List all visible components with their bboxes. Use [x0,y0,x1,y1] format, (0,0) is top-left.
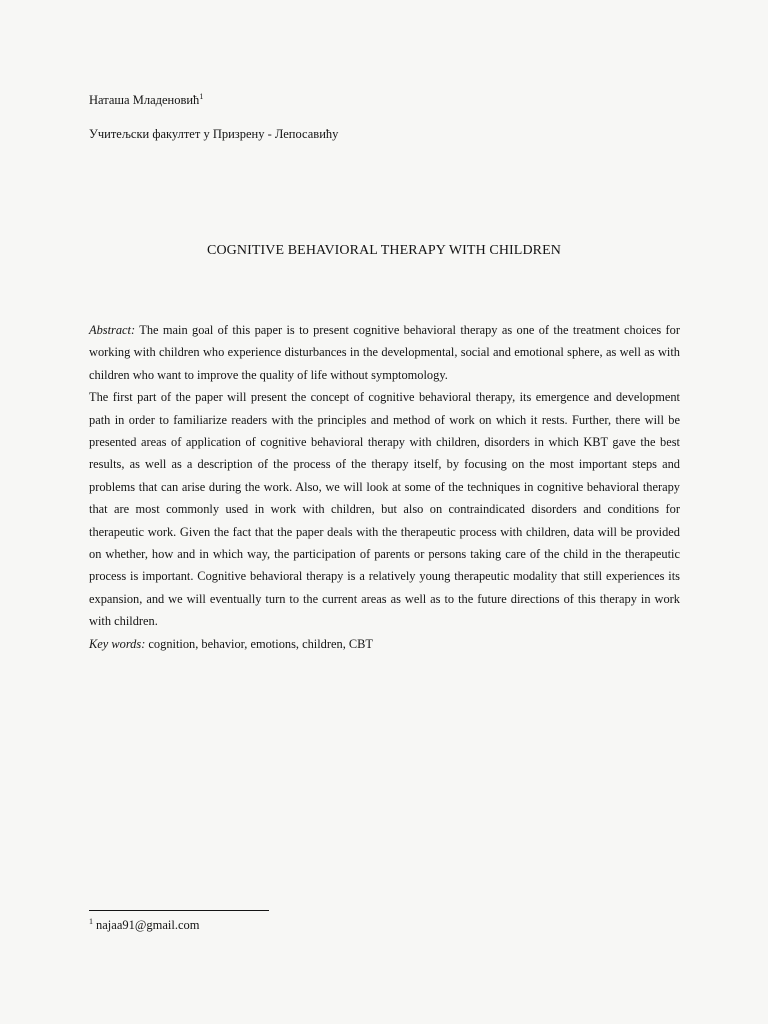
abstract-label: Abstract: [89,323,136,337]
abstract-text-1: The main goal of this paper is to present cognitive behavioral therapy as one of the treatment choices for working with children who experience disturbances in the developmental, social and emotional sphere, as well as with children who want to improve the quality of life without symptomology. [89,323,680,382]
abstract-paragraph-1 [89,319,680,386]
author-name-text: Наташа Младеновић [89,93,200,107]
footnote-mark: 1 [89,917,93,926]
footnote-email: najaa91@gmail.com [96,918,200,932]
author-name [89,92,203,108]
keywords-line [89,633,680,655]
footnote [89,917,200,933]
footnote-divider [89,910,269,911]
keywords-text: cognition, behavior, emotions, children, CBT [145,636,373,651]
abstract-paragraph-2: The first part of the paper will present the concept of cognitive behavioral therapy, its emergence and development path in order to familiarize readers with the principles and method of work on which it rests. Further, there will be presented areas of application of cognitive behavioral therapy with children, disorders in which KBT gave the best results, as well as a description of the process of the therapy itself, by focusing on the most important steps and problems that can arise during the work. Also, we will look at some of the techniques in cognitive behavioral therapy that are most commonly used in work with children, but also on contraindicated disorders and conditions for therapeutic work. Given the fact that the paper deals with the therapeutic process with children, data will be provided on whether, how and in which way, the participation of parents or persons taking care of the child in the therapeutic process is important. Cognitive behavioral therapy is a relatively young therapeutic modality that still experiences its expansion, and we will eventually turn to the current areas as well as to the future directions of this therapy in work with children. [89,390,680,629]
paper-title: COGNITIVE BEHAVIORAL THERAPY WITH CHILDREN [207,243,561,258]
abstract-section [89,319,680,655]
author-affiliation: Учитељски факултет у Призрену - Лепосавићу [89,127,339,141]
keywords-label: Key words: [89,636,146,651]
author-footnote-mark: 1 [199,92,204,101]
